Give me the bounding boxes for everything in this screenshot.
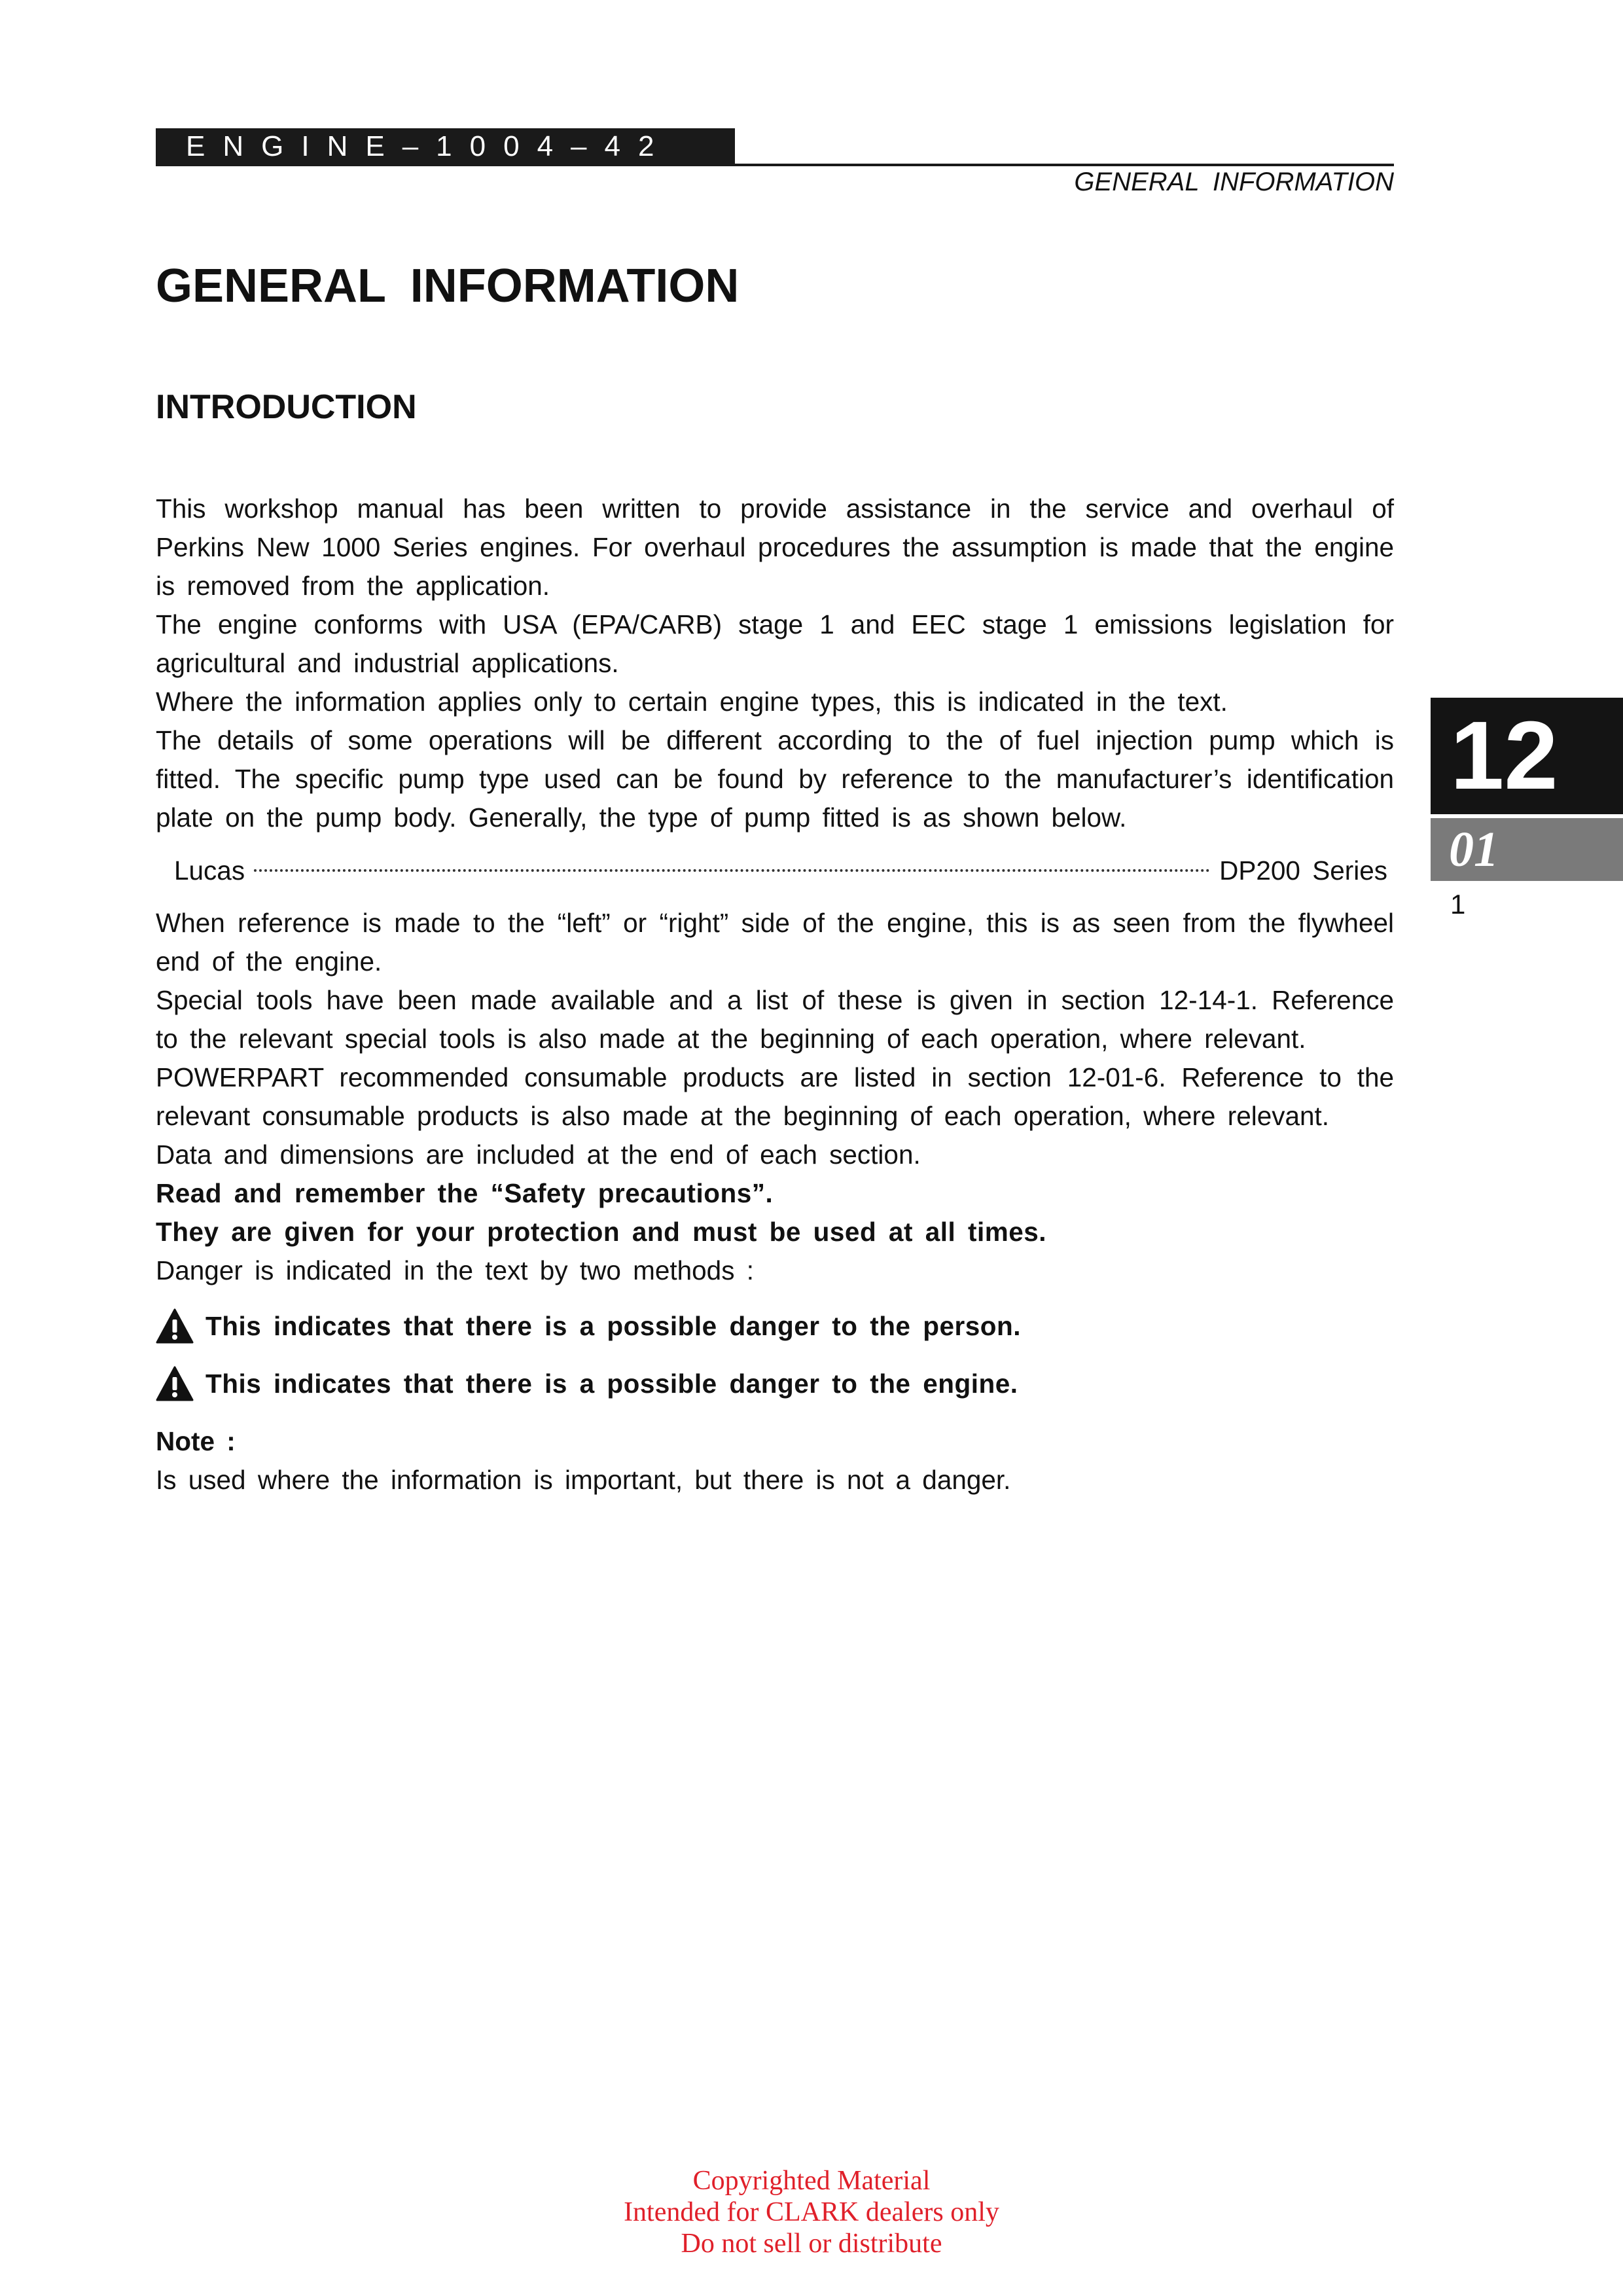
pump-table-label: Lucas bbox=[174, 855, 245, 886]
footer-line-1: Copyrighted Material bbox=[692, 2166, 931, 2196]
note-text: Is used where the information is important, but there is not a danger. bbox=[156, 1465, 1011, 1495]
pump-table-value: DP200 Series bbox=[1219, 855, 1387, 886]
paragraph-emissions: The engine conforms with USA (EPA/CARB) stage 1 and EEC stage 1 emissions legislation for agricultural and industrial applications. bbox=[156, 609, 1394, 678]
warning-triangle-icon bbox=[156, 1308, 194, 1344]
header-rule bbox=[156, 164, 1394, 166]
paragraph-engine-types: Where the information applies only to certain engine types, this is indicated in the text. bbox=[156, 687, 1228, 717]
warning-engine-text: This indicates that there is a possible danger to the engine. bbox=[205, 1368, 1018, 1399]
section-title: INTRODUCTION bbox=[156, 388, 417, 426]
header-section-name: GENERAL INFORMATION bbox=[1074, 168, 1394, 196]
paragraph-pump-types: The details of some operations will be different according to the of fuel injection pump which is fitted. The specific pump type used can be found by reference to the manufacturer’s identification plate on the pump body. Generally, the type of pump fitted is as shown below. bbox=[156, 725, 1394, 833]
warning-person bbox=[156, 1304, 1394, 1348]
paragraph-data-dimensions: Data and dimensions are included at the end of each section. bbox=[156, 1139, 921, 1170]
dot-leader bbox=[254, 869, 1210, 872]
safety-line-1: Read and remember the “Safety precautions”. bbox=[156, 1178, 774, 1208]
page-number: 1 bbox=[1450, 889, 1466, 920]
note-label: Note : bbox=[156, 1426, 236, 1456]
paragraph-intro: This workshop manual has been written to provide assistance in the service and overhaul of Perkins New 1000 Series engines. For overhaul procedures the assumption is made that the engine is removed from the application. bbox=[156, 493, 1394, 601]
header-engine-code: ENGINE–1004–42 bbox=[156, 128, 735, 165]
paragraph-consumables: POWERPART recommended consumable products are listed in section 12-01-6. Reference to the relevant consumable products is also made at the beginning of each operation, where relevant. bbox=[156, 1062, 1394, 1131]
section-tab: 01 bbox=[1431, 818, 1623, 881]
warning-triangle-icon bbox=[156, 1366, 194, 1401]
footer-line-3: Do not sell or distribute bbox=[681, 2229, 942, 2259]
copyright-footer bbox=[0, 2165, 1623, 2259]
safety-line-2: They are given for your protection and must be used at all times. bbox=[156, 1217, 1047, 1247]
danger-intro: Danger is indicated in the text by two methods : bbox=[156, 1255, 754, 1285]
footer-line-2: Intended for CLARK dealers only bbox=[624, 2197, 999, 2227]
warning-engine bbox=[156, 1362, 1394, 1405]
paragraph-special-tools: Special tools have been made available and a list of these is given in section 12-14-1. Reference to the relevant special tools is also made at the beginning of each operation, where relevant. bbox=[156, 985, 1394, 1054]
paragraph-left-right: When reference is made to the “left” or “right” side of the engine, this is as seen from the flywheel end of the engine. bbox=[156, 908, 1394, 977]
pump-table-row bbox=[174, 852, 1387, 891]
warning-person-text: This indicates that there is a possible danger to the person. bbox=[205, 1310, 1021, 1341]
chapter-tab: 12 bbox=[1431, 698, 1623, 814]
page-title: GENERAL INFORMATION bbox=[156, 260, 740, 312]
body-content bbox=[156, 490, 1394, 1499]
